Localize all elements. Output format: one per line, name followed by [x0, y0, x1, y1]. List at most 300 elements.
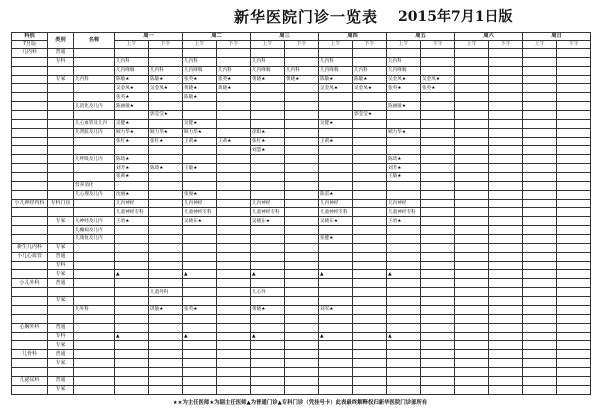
title-row	[0, 6, 600, 26]
schedule-cell	[421, 102, 455, 111]
schedule-cell: 王敏★	[387, 173, 421, 182]
schedule-cell	[149, 385, 183, 394]
clinic-cell	[74, 66, 115, 75]
schedule-cell	[421, 111, 455, 120]
schedule-cell: 张英★	[183, 305, 217, 314]
schedule-cell	[217, 111, 251, 120]
schedule-cell	[285, 146, 319, 155]
schedule-cell: 陈琦★	[387, 155, 421, 164]
schedule-cell: 儿内科	[387, 57, 421, 66]
schedule-cell	[217, 128, 251, 137]
schedule-cell	[557, 305, 591, 314]
schedule-cell	[217, 181, 251, 190]
schedule-cell	[353, 314, 387, 323]
schedule-cell	[319, 226, 353, 235]
schedule-cell	[489, 155, 523, 164]
schedule-cell	[217, 226, 251, 235]
schedule-cell: 张红★	[251, 137, 285, 146]
type-cell: 普通	[48, 376, 74, 385]
dept-cell	[12, 57, 48, 66]
schedule-cell	[115, 181, 149, 190]
schedule-cell	[489, 367, 523, 376]
schedule-cell	[455, 75, 489, 84]
schedule-cell	[319, 376, 353, 385]
type-cell	[48, 155, 74, 164]
schedule-cell	[149, 314, 183, 323]
type-cell: 普通	[48, 49, 74, 58]
schedule-cell: 陈敏★	[319, 75, 353, 84]
schedule-row	[12, 323, 591, 332]
schedule-cell	[353, 181, 387, 190]
clinic-cell	[74, 297, 115, 306]
clinic-cell: 儿神经及儿内	[74, 217, 115, 226]
header-day: 周一	[115, 33, 183, 41]
schedule-cell	[217, 297, 251, 306]
schedule-cell: 吴健★	[115, 119, 149, 128]
schedule-cell	[455, 297, 489, 306]
schedule-cell	[523, 84, 557, 93]
schedule-cell: 吴晓东★	[183, 217, 217, 226]
schedule-cell	[387, 137, 421, 146]
schedule-cell	[557, 288, 591, 297]
schedule-cell	[353, 49, 387, 58]
schedule-cell	[387, 261, 421, 270]
schedule-cell	[557, 314, 591, 323]
schedule-cell	[285, 155, 319, 164]
schedule-cell	[557, 341, 591, 350]
header-pm: 下午	[149, 41, 183, 49]
type-cell: 专家	[48, 297, 74, 306]
type-cell	[48, 137, 74, 146]
schedule-cell	[489, 270, 523, 279]
schedule-cell	[285, 359, 319, 368]
schedule-cell	[523, 305, 557, 314]
schedule-cell	[387, 367, 421, 376]
type-cell	[48, 119, 74, 128]
schedule-cell	[319, 261, 353, 270]
schedule-cell	[353, 146, 387, 155]
schedule-cell	[455, 376, 489, 385]
schedule-cell	[387, 376, 421, 385]
schedule-cell: 沈丽★	[115, 190, 149, 199]
schedule-cell	[217, 323, 251, 332]
schedule-cell: ▲	[115, 332, 149, 341]
header-row-days	[12, 33, 591, 41]
dept-cell	[12, 385, 48, 394]
schedule-cell	[557, 93, 591, 102]
schedule-cell	[523, 49, 557, 58]
schedule-cell	[557, 323, 591, 332]
schedule-cell	[353, 341, 387, 350]
schedule-cell	[115, 235, 149, 244]
schedule-cell	[421, 323, 455, 332]
clinic-cell	[74, 146, 115, 155]
schedule-cell	[285, 288, 319, 297]
schedule-cell	[455, 314, 489, 323]
schedule-cell	[387, 49, 421, 58]
schedule-cell	[285, 49, 319, 58]
schedule-cell	[115, 226, 149, 235]
schedule-cell: ▲	[387, 332, 421, 341]
schedule-cell	[455, 66, 489, 75]
schedule-cell	[353, 57, 387, 66]
schedule-cell	[489, 376, 523, 385]
schedule-cell	[149, 376, 183, 385]
schedule-row	[12, 367, 591, 376]
schedule-cell	[353, 359, 387, 368]
schedule-cell	[285, 243, 319, 252]
schedule-cell	[149, 235, 183, 244]
schedule-cell	[455, 385, 489, 394]
clinic-cell: 儿康复及儿内	[74, 235, 115, 244]
schedule-cell	[353, 155, 387, 164]
schedule-cell	[421, 270, 455, 279]
header-am: 上午	[523, 41, 557, 49]
schedule-cell	[285, 270, 319, 279]
schedule-cell	[523, 146, 557, 155]
schedule-cell	[285, 173, 319, 182]
schedule-cell	[455, 279, 489, 288]
schedule-cell	[319, 350, 353, 359]
schedule-row	[12, 350, 591, 359]
schedule-cell	[421, 243, 455, 252]
schedule-row	[12, 49, 591, 58]
schedule-cell	[183, 111, 217, 120]
schedule-cell	[557, 350, 591, 359]
header-pm: 下午	[217, 41, 251, 49]
schedule-cell	[455, 181, 489, 190]
schedule-cell	[285, 190, 319, 199]
schedule-cell	[319, 314, 353, 323]
type-cell: 专家	[48, 341, 74, 350]
schedule-cell	[557, 252, 591, 261]
schedule-cell	[489, 235, 523, 244]
schedule-cell	[489, 84, 523, 93]
schedule-cell	[285, 137, 319, 146]
schedule-cell	[217, 49, 251, 58]
schedule-row	[12, 314, 591, 323]
schedule-cell	[557, 102, 591, 111]
schedule-row	[12, 111, 591, 120]
schedule-cell	[285, 314, 319, 323]
schedule-row	[12, 243, 591, 252]
dept-cell	[12, 297, 48, 306]
schedule-row	[12, 199, 591, 208]
schedule-cell	[285, 57, 319, 66]
header-pm: 下午	[353, 41, 387, 49]
schedule-cell: 儿童外科	[149, 288, 183, 297]
schedule-cell	[489, 252, 523, 261]
schedule-cell	[217, 270, 251, 279]
schedule-cell	[523, 102, 557, 111]
schedule-cell	[353, 332, 387, 341]
clinic-cell	[74, 173, 115, 182]
schedule-cell	[251, 279, 285, 288]
schedule-cell	[489, 57, 523, 66]
schedule-cell	[523, 297, 557, 306]
type-cell	[48, 367, 74, 376]
dept-cell	[12, 261, 48, 270]
clinic-cell	[74, 93, 115, 102]
schedule-cell	[557, 146, 591, 155]
schedule-cell	[455, 111, 489, 120]
schedule-cell	[251, 226, 285, 235]
schedule-cell	[489, 49, 523, 58]
schedule-cell	[421, 332, 455, 341]
type-cell: 普通	[48, 252, 74, 261]
schedule-cell	[149, 341, 183, 350]
schedule-cell	[319, 102, 353, 111]
schedule-cell	[489, 217, 523, 226]
schedule-cell	[557, 173, 591, 182]
clinic-cell	[74, 323, 115, 332]
schedule-cell	[387, 111, 421, 120]
clinic-cell: 儿心理及儿内	[74, 190, 115, 199]
schedule-cell	[557, 128, 591, 137]
schedule-cell	[557, 261, 591, 270]
schedule-cell	[523, 376, 557, 385]
clinic-cell	[74, 252, 115, 261]
schedule-cell	[455, 93, 489, 102]
dept-cell	[12, 226, 48, 235]
schedule-cell: 张英★	[115, 93, 149, 102]
schedule-cell: 黄晓★	[217, 84, 251, 93]
schedule-cell	[217, 173, 251, 182]
clinic-cell	[74, 288, 115, 297]
type-cell	[48, 181, 74, 190]
schedule-cell	[557, 217, 591, 226]
schedule-cell	[421, 93, 455, 102]
clinic-cell	[74, 84, 115, 93]
schedule-cell	[353, 252, 387, 261]
schedule-cell	[285, 252, 319, 261]
schedule-row	[12, 128, 591, 137]
schedule-row	[12, 146, 591, 155]
dept-cell: 儿泌尿科	[12, 376, 48, 385]
header-am: 上午	[387, 41, 421, 49]
schedule-cell	[557, 137, 591, 146]
schedule-cell	[489, 181, 523, 190]
schedule-cell	[115, 279, 149, 288]
dept-cell	[12, 146, 48, 155]
schedule-cell	[489, 190, 523, 199]
schedule-cell	[183, 367, 217, 376]
schedule-cell	[115, 261, 149, 270]
type-cell	[48, 208, 74, 217]
dept-cell	[12, 93, 48, 102]
schedule-cell	[115, 288, 149, 297]
schedule-cell	[489, 279, 523, 288]
schedule-cell	[455, 49, 489, 58]
schedule-cell	[455, 164, 489, 173]
schedule-cell	[251, 84, 285, 93]
header-date-sub: 7月版	[12, 41, 48, 49]
schedule-cell	[217, 199, 251, 208]
clinic-cell	[74, 137, 115, 146]
schedule-cell	[183, 235, 217, 244]
schedule-cell	[183, 376, 217, 385]
type-cell: 专家	[48, 217, 74, 226]
schedule-cell	[149, 270, 183, 279]
schedule-cell	[285, 261, 319, 270]
schedule-cell	[557, 84, 591, 93]
schedule-cell	[455, 217, 489, 226]
schedule-cell	[319, 181, 353, 190]
schedule-cell	[387, 323, 421, 332]
schedule-row	[12, 190, 591, 199]
type-cell: 专科	[48, 57, 74, 66]
schedule-cell	[115, 49, 149, 58]
schedule-cell: ▲	[183, 332, 217, 341]
schedule-row	[12, 155, 591, 164]
schedule-cell	[523, 119, 557, 128]
schedule-cell	[285, 332, 319, 341]
schedule-cell	[421, 314, 455, 323]
type-cell: 专家	[48, 359, 74, 368]
schedule-cell	[183, 181, 217, 190]
dept-cell: 心胸外科	[12, 323, 48, 332]
type-cell: 普通	[48, 279, 74, 288]
schedule-cell	[557, 270, 591, 279]
dept-cell	[12, 102, 48, 111]
schedule-cell	[217, 367, 251, 376]
schedule-cell: 儿内哮喘	[251, 66, 285, 75]
schedule-cell	[387, 181, 421, 190]
schedule-cell	[319, 111, 353, 120]
schedule-cell	[421, 208, 455, 217]
header-day: 周五	[387, 33, 455, 41]
schedule-cell	[489, 119, 523, 128]
schedule-cell	[353, 226, 387, 235]
header-name: 名称	[74, 33, 115, 49]
schedule-cell	[285, 376, 319, 385]
schedule-cell	[149, 332, 183, 341]
schedule-cell: ▲	[251, 332, 285, 341]
schedule-cell	[421, 137, 455, 146]
schedule-cell	[319, 279, 353, 288]
schedule-cell	[115, 350, 149, 359]
schedule-cell	[421, 128, 455, 137]
schedule-cell	[149, 102, 183, 111]
schedule-cell: 儿内科	[251, 57, 285, 66]
schedule-cell	[489, 111, 523, 120]
schedule-cell	[319, 359, 353, 368]
schedule-cell	[523, 190, 557, 199]
schedule-cell	[523, 350, 557, 359]
type-cell	[48, 93, 74, 102]
header-pm: 下午	[557, 41, 591, 49]
clinic-cell	[74, 359, 115, 368]
schedule-cell	[523, 235, 557, 244]
schedule-cell	[319, 146, 353, 155]
clinic-cell	[74, 208, 115, 217]
schedule-cell	[387, 288, 421, 297]
schedule-cell	[421, 155, 455, 164]
schedule-cell	[421, 235, 455, 244]
schedule-cell	[149, 208, 183, 217]
dept-cell: 新生儿内科	[12, 243, 48, 252]
schedule-cell: 黄晓★	[251, 305, 285, 314]
schedule-cell	[421, 146, 455, 155]
schedule-cell	[251, 243, 285, 252]
schedule-cell	[251, 350, 285, 359]
clinic-cell: 儿癫痫及儿内	[74, 226, 115, 235]
schedule-cell	[217, 314, 251, 323]
schedule-cell: 儿内科	[115, 57, 149, 66]
schedule-cell	[319, 164, 353, 173]
schedule-cell	[353, 199, 387, 208]
schedule-cell	[557, 376, 591, 385]
schedule-cell: 儿内科	[319, 57, 353, 66]
schedule-cell	[455, 208, 489, 217]
schedule-cell	[115, 385, 149, 394]
header-pm: 下午	[421, 41, 455, 49]
schedule-cell: 张健★	[319, 235, 353, 244]
schedule-cell	[523, 332, 557, 341]
schedule-cell: 刘芳★	[115, 164, 149, 173]
schedule-cell	[557, 181, 591, 190]
schedule-row	[12, 217, 591, 226]
schedule-cell	[455, 341, 489, 350]
schedule-cell: 儿内神经	[183, 199, 217, 208]
schedule-cell	[319, 155, 353, 164]
schedule-cell: 顾力华★	[149, 128, 183, 137]
schedule-cell: ▲	[115, 270, 149, 279]
page-title: 新华医院门诊一览表	[234, 8, 379, 26]
schedule-cell	[149, 155, 183, 164]
schedule-cell	[421, 49, 455, 58]
schedule-cell	[557, 49, 591, 58]
schedule-row	[12, 332, 591, 341]
schedule-cell	[455, 190, 489, 199]
dept-cell	[12, 164, 48, 173]
schedule-cell: 吴金凤★	[353, 84, 387, 93]
schedule-cell	[149, 350, 183, 359]
schedule-cell	[251, 323, 285, 332]
schedule-cell	[387, 305, 421, 314]
schedule-cell: 儿内哮喘	[115, 66, 149, 75]
clinic-cell	[74, 49, 115, 58]
schedule-cell	[285, 208, 319, 217]
schedule-cell	[251, 173, 285, 182]
schedule-cell	[523, 323, 557, 332]
schedule-cell	[557, 66, 591, 75]
schedule-cell	[387, 385, 421, 394]
schedule-cell	[489, 341, 523, 350]
schedule-cell	[353, 190, 387, 199]
type-cell: 专家	[48, 385, 74, 394]
schedule-cell	[285, 367, 319, 376]
schedule-cell	[183, 226, 217, 235]
schedule-cell: 儿童神经专科	[319, 208, 353, 217]
schedule-cell	[353, 243, 387, 252]
schedule-cell	[353, 279, 387, 288]
schedule-row	[12, 341, 591, 350]
schedule-cell	[251, 359, 285, 368]
schedule-cell	[183, 297, 217, 306]
dept-cell	[12, 217, 48, 226]
type-cell	[48, 66, 74, 75]
dept-cell	[12, 208, 48, 217]
schedule-cell	[489, 102, 523, 111]
schedule-cell	[183, 359, 217, 368]
type-cell	[48, 173, 74, 182]
schedule-cell: 儿内神经	[115, 199, 149, 208]
type-cell	[48, 190, 74, 199]
schedule-cell: 王莉★	[183, 137, 217, 146]
dept-cell	[12, 173, 48, 182]
schedule-cell	[455, 367, 489, 376]
